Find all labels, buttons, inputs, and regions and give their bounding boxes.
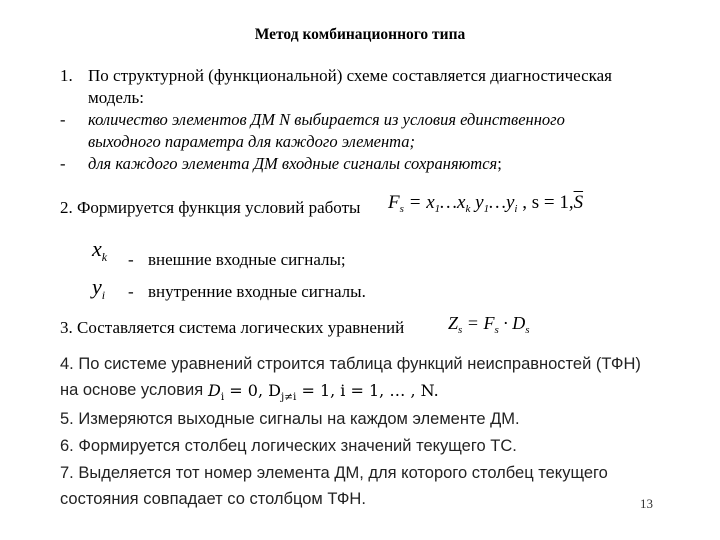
bullet1-dash: - [60, 110, 66, 129]
f-sub: s [399, 203, 404, 215]
item1-line1: По структурной (функциональной) схеме составляется диагностическая [88, 66, 612, 85]
bullet2-main: для каждого элемента ДМ входные сигналы сохраняются [88, 154, 498, 173]
xk-symbol-sub: k [101, 250, 108, 264]
d-i-sub: i [220, 391, 225, 403]
f-eq: = x [403, 192, 435, 213]
f-symbol: F [388, 192, 400, 213]
cond-eq1: = 0, D [224, 381, 281, 400]
item7-line1: 7. Выделяется тот номер элемента ДМ, для которого столбец текущего [60, 464, 608, 482]
cond-eq2: = 1, i = 1, … , N. [296, 381, 439, 400]
z-symbol: Z [448, 313, 459, 333]
bullet2-dash: - [60, 154, 66, 173]
xk-description: внешние входные сигналы; [148, 250, 346, 269]
f-s-upper: $\overline{S}$ [573, 192, 584, 213]
item5: 5. Измеряются выходные сигналы на каждом элементе ДМ. [60, 410, 520, 428]
item6: 6. Формируется столбец логических значений текущего ТС. [60, 437, 517, 455]
item7-line2: состояния совпадает со столбцом ТФН. [60, 490, 366, 508]
f-range: , s = 1, [517, 192, 574, 213]
slide-number: 13 [640, 496, 653, 511]
z-eq: = F [462, 313, 495, 333]
item1-line2: модель: [88, 88, 144, 107]
item4-line2: на основе условия [60, 381, 204, 399]
y1-sub: 1 [483, 203, 490, 215]
item2-text: 2. Формируется функция условий работы [60, 198, 361, 217]
yi-dash: - [128, 282, 134, 301]
bullet1-line1: количество элементов ДМ N выбирается из условия единственного [88, 110, 565, 129]
yi-symbol-sub: i [101, 288, 106, 302]
xk-sub: k [465, 203, 471, 215]
item4-line1: 4. По системе уравнений строится таблица функций неисправностей (ТФН) [60, 355, 641, 373]
item1-number: 1. [60, 66, 73, 85]
d-i-symbol: D [208, 381, 221, 400]
item3-text: 3. Составляется система логических уравнений [60, 318, 405, 337]
xk-letter: x [92, 236, 102, 261]
xk-dash: - [128, 250, 134, 269]
d-j-sub: j≠i [280, 391, 297, 403]
fault-condition-formula [208, 381, 439, 403]
xk-symbol [92, 236, 107, 265]
x1-sub: 1 [434, 203, 441, 215]
bullet1-line2: выходного параметра для каждого элемента; [88, 132, 415, 151]
logic-equations-formula [448, 313, 530, 336]
z-sub: s [458, 324, 463, 336]
work-conditions-formula [388, 192, 583, 215]
bullet2-tail: ; [497, 154, 502, 173]
f-mid: …x [440, 192, 466, 213]
f-y: y [470, 192, 484, 213]
slide-title: Метод комбинационного типа [254, 26, 466, 43]
yi-sub: i [514, 203, 518, 215]
yi-symbol [92, 274, 105, 303]
yi-letter: y [92, 274, 102, 299]
f-dots: …y [489, 192, 515, 213]
zd-sub: s [525, 324, 530, 336]
zf-sub: s [494, 324, 499, 336]
bullet2-text [88, 154, 502, 174]
yi-description: внутренние входные сигналы. [148, 282, 366, 301]
z-dot: · D [498, 313, 526, 333]
